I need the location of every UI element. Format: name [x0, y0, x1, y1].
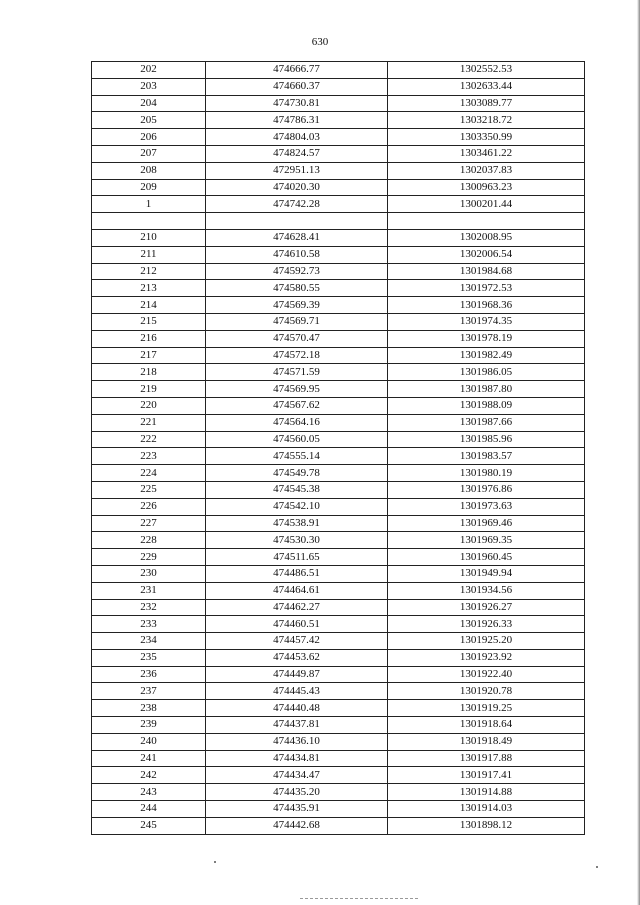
- y-coordinate-cell: 1301978.19: [388, 330, 585, 347]
- table-row: [92, 784, 585, 801]
- y-coordinate-cell: 1301923.92: [388, 649, 585, 666]
- y-coordinate-cell: [388, 213, 585, 230]
- y-coordinate-cell: 1301988.09: [388, 397, 585, 414]
- point-number-cell: 216: [92, 330, 206, 347]
- point-number-cell: 236: [92, 666, 206, 683]
- table-row: [92, 515, 585, 532]
- point-number-cell: 226: [92, 498, 206, 515]
- point-number-cell: 203: [92, 78, 206, 95]
- y-coordinate-cell: 1301983.57: [388, 448, 585, 465]
- y-coordinate-cell: 1301917.41: [388, 767, 585, 784]
- y-coordinate-cell: 1301926.33: [388, 616, 585, 633]
- x-coordinate-cell: 474435.20: [206, 784, 388, 801]
- table-row: [92, 397, 585, 414]
- point-number-cell: 235: [92, 649, 206, 666]
- table-row: [92, 750, 585, 767]
- y-coordinate-cell: 1301922.40: [388, 666, 585, 683]
- x-coordinate-cell: 474511.65: [206, 549, 388, 566]
- point-number-cell: 206: [92, 129, 206, 146]
- point-number-cell: 215: [92, 313, 206, 330]
- point-number-cell: 238: [92, 700, 206, 717]
- point-number-cell: 239: [92, 717, 206, 734]
- table-row: [92, 313, 585, 330]
- table-row: [92, 649, 585, 666]
- point-number-cell: 219: [92, 381, 206, 398]
- x-coordinate-cell: 474560.05: [206, 431, 388, 448]
- y-coordinate-cell: 1301987.80: [388, 381, 585, 398]
- point-number-cell: 234: [92, 633, 206, 650]
- x-coordinate-cell: 474538.91: [206, 515, 388, 532]
- x-coordinate-cell: 474434.47: [206, 767, 388, 784]
- x-coordinate-cell: 474434.81: [206, 750, 388, 767]
- point-number-cell: 237: [92, 683, 206, 700]
- table-row: [92, 263, 585, 280]
- y-coordinate-cell: 1303461.22: [388, 145, 585, 162]
- table-row: [92, 532, 585, 549]
- table-row: [92, 162, 585, 179]
- x-coordinate-cell: 474020.30: [206, 179, 388, 196]
- point-number-cell: 242: [92, 767, 206, 784]
- x-coordinate-cell: 474666.77: [206, 62, 388, 79]
- y-coordinate-cell: 1300201.44: [388, 196, 585, 213]
- point-number-cell: 208: [92, 162, 206, 179]
- table-row: [92, 280, 585, 297]
- x-coordinate-cell: 474449.87: [206, 666, 388, 683]
- y-coordinate-cell: 1301969.35: [388, 532, 585, 549]
- y-coordinate-cell: 1301914.03: [388, 801, 585, 818]
- point-number-cell: 217: [92, 347, 206, 364]
- point-number-cell: 204: [92, 95, 206, 112]
- y-coordinate-cell: 1301918.49: [388, 733, 585, 750]
- y-coordinate-cell: 1301960.45: [388, 549, 585, 566]
- x-coordinate-cell: 474545.38: [206, 481, 388, 498]
- point-number-cell: 231: [92, 582, 206, 599]
- x-coordinate-cell: 474445.43: [206, 683, 388, 700]
- table-row: [92, 599, 585, 616]
- table-row: [92, 297, 585, 314]
- point-number-cell: 227: [92, 515, 206, 532]
- table-row: [92, 381, 585, 398]
- x-coordinate-cell: 474786.31: [206, 112, 388, 129]
- y-coordinate-cell: 1303350.99: [388, 129, 585, 146]
- coordinates-table: [91, 61, 585, 835]
- table-row: [92, 129, 585, 146]
- point-number-cell: 202: [92, 62, 206, 79]
- y-coordinate-cell: 1301987.66: [388, 414, 585, 431]
- table-row: [92, 733, 585, 750]
- y-coordinate-cell: 1302006.54: [388, 246, 585, 263]
- table-row: [92, 448, 585, 465]
- y-coordinate-cell: 1301925.20: [388, 633, 585, 650]
- point-number-cell: 211: [92, 246, 206, 263]
- table-row: [92, 717, 585, 734]
- x-coordinate-cell: 474742.28: [206, 196, 388, 213]
- y-coordinate-cell: 1301986.05: [388, 364, 585, 381]
- y-coordinate-cell: 1301980.19: [388, 465, 585, 482]
- y-coordinate-cell: 1301898.12: [388, 817, 585, 834]
- table-row: [92, 95, 585, 112]
- y-coordinate-cell: 1303089.77: [388, 95, 585, 112]
- table-row: [92, 347, 585, 364]
- x-coordinate-cell: 474542.10: [206, 498, 388, 515]
- table-row: [92, 801, 585, 818]
- point-number-cell: 207: [92, 145, 206, 162]
- y-coordinate-cell: 1303218.72: [388, 112, 585, 129]
- table-row: [92, 465, 585, 482]
- y-coordinate-cell: 1301985.96: [388, 431, 585, 448]
- table-row: [92, 246, 585, 263]
- x-coordinate-cell: 474567.62: [206, 397, 388, 414]
- x-coordinate-cell: [206, 213, 388, 230]
- table-row: [92, 616, 585, 633]
- point-number-cell: 209: [92, 179, 206, 196]
- point-number-cell: 245: [92, 817, 206, 834]
- table-row: [92, 112, 585, 129]
- x-coordinate-cell: 474660.37: [206, 78, 388, 95]
- x-coordinate-cell: 474824.57: [206, 145, 388, 162]
- y-coordinate-cell: 1300963.23: [388, 179, 585, 196]
- point-number-cell: 229: [92, 549, 206, 566]
- x-coordinate-cell: 474462.27: [206, 599, 388, 616]
- table-row: [92, 481, 585, 498]
- point-number-cell: 214: [92, 297, 206, 314]
- y-coordinate-cell: 1301934.56: [388, 582, 585, 599]
- x-coordinate-cell: 474460.51: [206, 616, 388, 633]
- table-row: [92, 666, 585, 683]
- coordinates-table-body: [92, 62, 585, 835]
- y-coordinate-cell: 1301920.78: [388, 683, 585, 700]
- x-coordinate-cell: 474592.73: [206, 263, 388, 280]
- x-coordinate-cell: 474610.58: [206, 246, 388, 263]
- table-row: [92, 582, 585, 599]
- point-number-cell: 212: [92, 263, 206, 280]
- x-coordinate-cell: 474530.30: [206, 532, 388, 549]
- point-number-cell: 230: [92, 565, 206, 582]
- table-row: [92, 330, 585, 347]
- y-coordinate-cell: 1301974.35: [388, 313, 585, 330]
- y-coordinate-cell: 1301918.64: [388, 717, 585, 734]
- point-number-cell: 205: [92, 112, 206, 129]
- table-row: [92, 62, 585, 79]
- point-number-cell: 223: [92, 448, 206, 465]
- table-row: [92, 565, 585, 582]
- table-row: [92, 683, 585, 700]
- point-number-cell: 210: [92, 229, 206, 246]
- scan-speck: [214, 861, 216, 863]
- x-coordinate-cell: 474580.55: [206, 280, 388, 297]
- table-row: [92, 633, 585, 650]
- x-coordinate-cell: 472951.13: [206, 162, 388, 179]
- point-number-cell: [92, 213, 206, 230]
- point-number-cell: 233: [92, 616, 206, 633]
- x-coordinate-cell: 474570.47: [206, 330, 388, 347]
- point-number-cell: 241: [92, 750, 206, 767]
- point-number-cell: 224: [92, 465, 206, 482]
- table-row: [92, 179, 585, 196]
- y-coordinate-cell: 1301917.88: [388, 750, 585, 767]
- point-number-cell: 244: [92, 801, 206, 818]
- table-row: [92, 78, 585, 95]
- point-number-cell: 213: [92, 280, 206, 297]
- point-number-cell: 225: [92, 481, 206, 498]
- x-coordinate-cell: 474549.78: [206, 465, 388, 482]
- page-number: 630: [311, 36, 329, 48]
- y-coordinate-cell: 1302008.95: [388, 229, 585, 246]
- x-coordinate-cell: 474486.51: [206, 565, 388, 582]
- y-coordinate-cell: 1302552.53: [388, 62, 585, 79]
- y-coordinate-cell: 1302037.83: [388, 162, 585, 179]
- table-row: [92, 498, 585, 515]
- point-number-cell: 240: [92, 733, 206, 750]
- table-row: [92, 414, 585, 431]
- point-number-cell: 1: [92, 196, 206, 213]
- point-number-cell: 218: [92, 364, 206, 381]
- table-row: [92, 213, 585, 230]
- table-row: [92, 229, 585, 246]
- y-coordinate-cell: 1301973.63: [388, 498, 585, 515]
- table-row: [92, 700, 585, 717]
- y-coordinate-cell: 1301976.86: [388, 481, 585, 498]
- y-coordinate-cell: 1301982.49: [388, 347, 585, 364]
- x-coordinate-cell: 474572.18: [206, 347, 388, 364]
- table-row: [92, 549, 585, 566]
- point-number-cell: 221: [92, 414, 206, 431]
- scan-bottom-artifact: [300, 898, 420, 899]
- x-coordinate-cell: 474453.62: [206, 649, 388, 666]
- table-row: [92, 431, 585, 448]
- y-coordinate-cell: 1301919.25: [388, 700, 585, 717]
- y-coordinate-cell: 1301968.36: [388, 297, 585, 314]
- table-row: [92, 767, 585, 784]
- point-number-cell: 232: [92, 599, 206, 616]
- table-row: [92, 817, 585, 834]
- y-coordinate-cell: 1301914.88: [388, 784, 585, 801]
- y-coordinate-cell: 1301926.27: [388, 599, 585, 616]
- table-row: [92, 196, 585, 213]
- x-coordinate-cell: 474457.42: [206, 633, 388, 650]
- x-coordinate-cell: 474804.03: [206, 129, 388, 146]
- x-coordinate-cell: 474440.48: [206, 700, 388, 717]
- y-coordinate-cell: 1301972.53: [388, 280, 585, 297]
- point-number-cell: 220: [92, 397, 206, 414]
- x-coordinate-cell: 474564.16: [206, 414, 388, 431]
- y-coordinate-cell: 1301969.46: [388, 515, 585, 532]
- y-coordinate-cell: 1301949.94: [388, 565, 585, 582]
- x-coordinate-cell: 474571.59: [206, 364, 388, 381]
- x-coordinate-cell: 474435.91: [206, 801, 388, 818]
- x-coordinate-cell: 474437.81: [206, 717, 388, 734]
- x-coordinate-cell: 474569.71: [206, 313, 388, 330]
- scan-speck: [596, 866, 598, 868]
- table-row: [92, 145, 585, 162]
- x-coordinate-cell: 474442.68: [206, 817, 388, 834]
- x-coordinate-cell: 474628.41: [206, 229, 388, 246]
- point-number-cell: 228: [92, 532, 206, 549]
- x-coordinate-cell: 474569.39: [206, 297, 388, 314]
- y-coordinate-cell: 1302633.44: [388, 78, 585, 95]
- x-coordinate-cell: 474555.14: [206, 448, 388, 465]
- table-row: [92, 364, 585, 381]
- y-coordinate-cell: 1301984.68: [388, 263, 585, 280]
- x-coordinate-cell: 474464.61: [206, 582, 388, 599]
- point-number-cell: 222: [92, 431, 206, 448]
- x-coordinate-cell: 474436.10: [206, 733, 388, 750]
- x-coordinate-cell: 474730.81: [206, 95, 388, 112]
- x-coordinate-cell: 474569.95: [206, 381, 388, 398]
- point-number-cell: 243: [92, 784, 206, 801]
